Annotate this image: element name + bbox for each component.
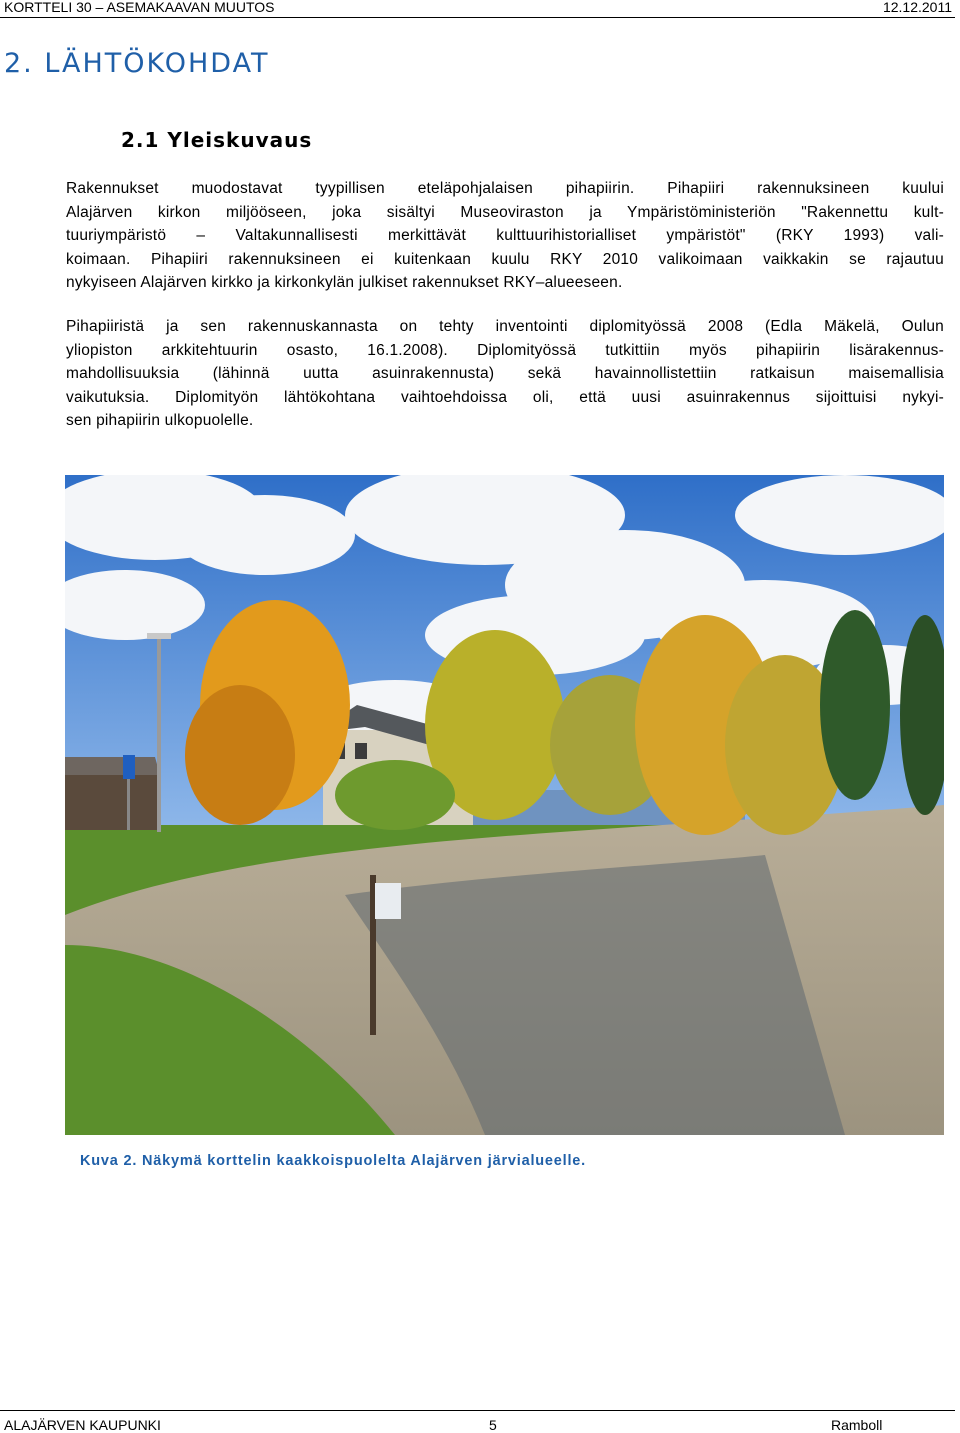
footer-organization: ALAJÄRVEN KAUPUNKI xyxy=(4,1417,161,1433)
paragraph-line: vaikutuksia. Diplomityön lähtökohtana vaihtoehdoissa oli, että uusi asuinrakennus sijoittuisi nykyi- xyxy=(66,388,944,406)
paragraph-line: Alajärven kirkon miljööseen, joka sisältyi Museoviraston ja Ympäristöministeriön "Rakennettu kult- xyxy=(66,203,944,221)
paragraph-line: sen pihapiirin ulkopuolelle. xyxy=(66,412,254,429)
footer-divider xyxy=(0,1410,955,1411)
paragraph-line: tuuriympäristö – Valtakunnallisesti merkittävät kulttuurihistorialliset ympäristöt" (RKY 1993) vali- xyxy=(66,227,944,244)
header-divider xyxy=(0,17,955,18)
paragraph-line: Pihapiiristä ja sen rakennuskannasta on tehty inventointi diplomityössä 2008 (Edla Mäkelä, Oulun xyxy=(66,318,944,335)
shed xyxy=(65,775,160,830)
paragraph-line: nykyiseen Alajärven kirkko ja kirkonkylän julkiset rakennukset RKY–alueeseen. xyxy=(66,274,623,291)
paragraph-line: yliopiston arkkitehtuurin osasto, 16.1.2008). Diplomityössä tutkittiin myös pihapiirin lisärakennus- xyxy=(66,341,944,359)
paragraph-line: Rakennukset muodostavat tyypillisen eteläpohjalaisen pihapiirin. Pihapiiri rakennuksineen kuului xyxy=(66,180,944,197)
footer-company: Ramboll xyxy=(831,1417,883,1433)
figure-caption: Kuva 2. Näkymä korttelin kaakkoispuolelta Alajärven järvialueelle. xyxy=(80,1153,587,1169)
paragraph-line: koimaan. Pihapiiri rakennuksineen ei kuitenkaan kuulu RKY 2010 valikoimaan vaikkakin se rajautuu xyxy=(66,250,944,268)
landscape-photo xyxy=(65,475,944,1135)
page-header xyxy=(0,0,960,17)
section-title: 2. LÄHTÖKOHDAT xyxy=(4,48,270,79)
paragraph-2 xyxy=(66,315,944,433)
header-date: 12.12.2011 xyxy=(882,0,952,15)
paragraph-1 xyxy=(66,177,944,295)
header-document-title: KORTTELI 30 – ASEMAKAAVAN MUUTOS xyxy=(4,0,275,15)
landscape-photo-illustration xyxy=(65,475,944,1135)
footer-page-number: 5 xyxy=(489,1417,497,1433)
paragraph-line: mahdollisuuksia (lähinnä uutta asuinrakennusta) sekä havainnollistettiin ratkaisun maisemallisia xyxy=(66,365,944,382)
subsection-title: 2.1 Yleiskuvaus xyxy=(121,128,313,152)
